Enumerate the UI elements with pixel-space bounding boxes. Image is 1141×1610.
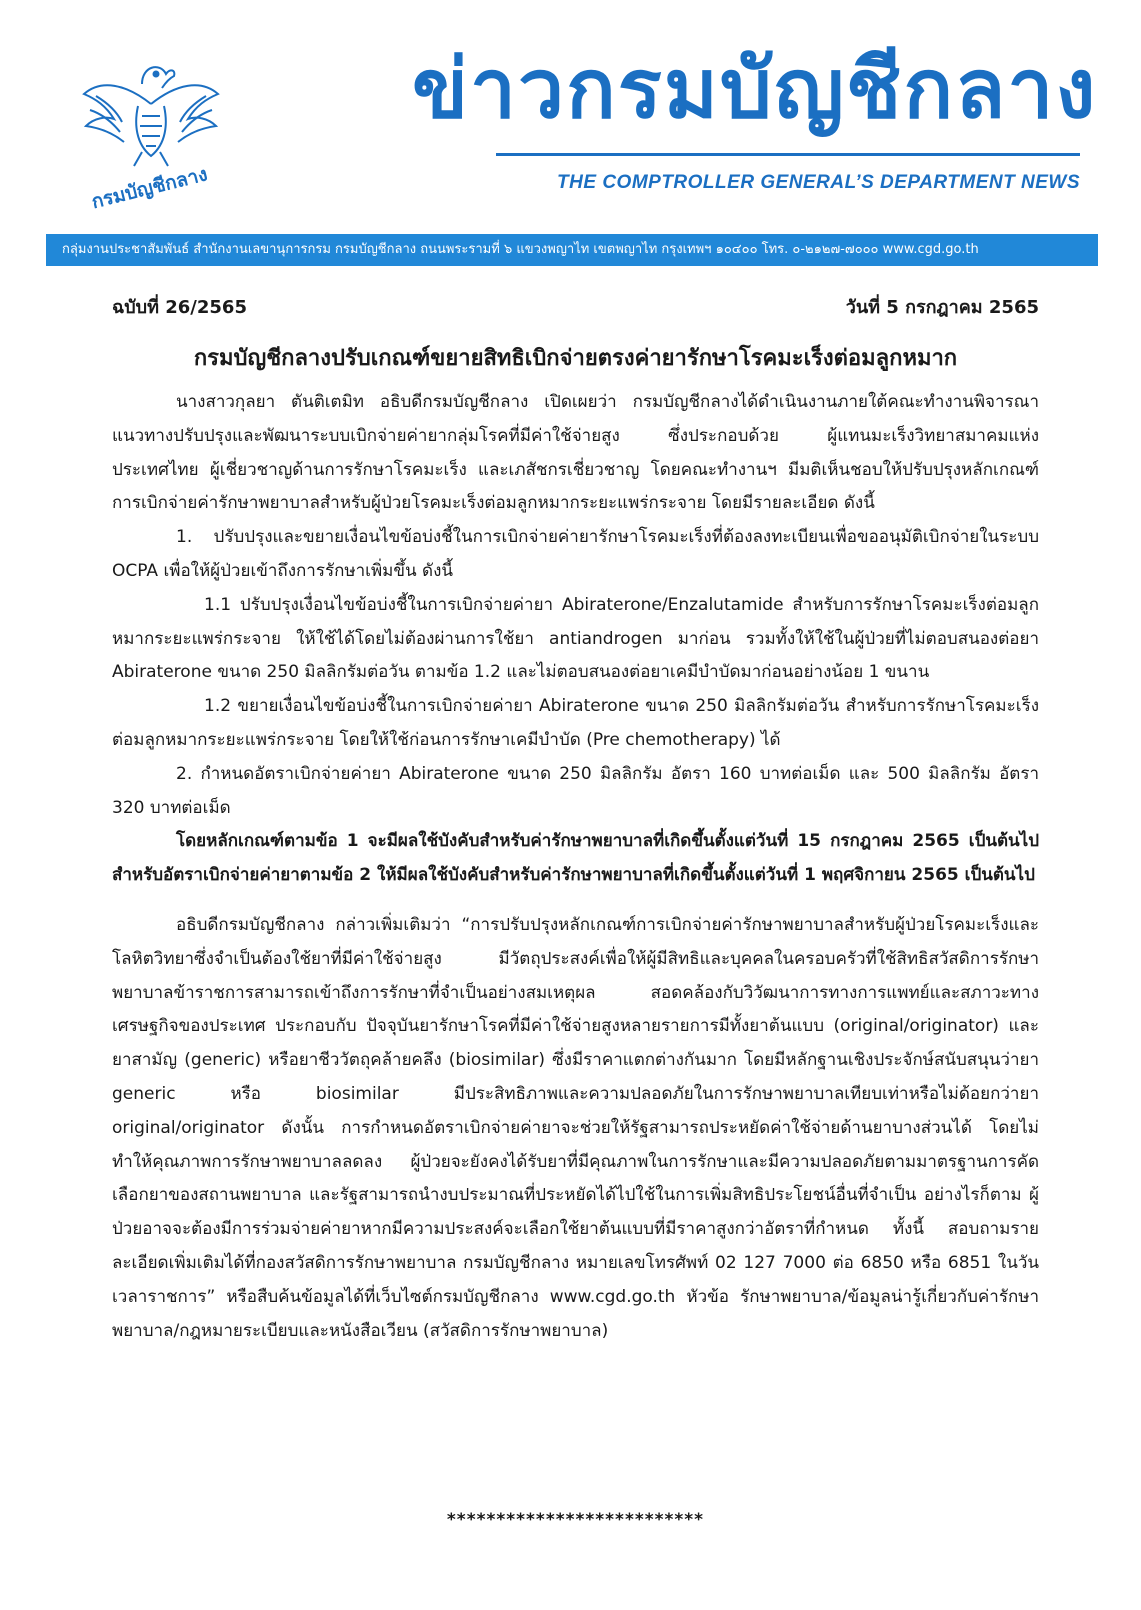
issue-number: ฉบับที่ 26/2565 <box>112 297 247 318</box>
article-body <box>112 386 1039 1348</box>
issue-date: วันที่ 5 กรกฎาคม 2565 <box>845 297 1039 318</box>
garuda-emblem-icon <box>76 44 226 214</box>
masthead-title: ข่าวกรมบัญชีกลาง <box>412 42 1098 137</box>
masthead-subtitle: THE COMPTROLLER GENERAL’S DEPARTMENT NEWS <box>557 172 1080 193</box>
paragraph-item-1-2: 1.2 ขยายเงื่อนไขข้อบ่งชี้ในการเบิกจ่ายค่ายา Abiraterone ขนาด 250 มิลลิกรัมต่อวัน สำหรับการรักษาโรคมะเร็งต่อมลูกหมากระยะแพร่กระจาย โดยให้ใช้ก่อนการรักษาเคมีบำบัด (Pre chemotherapy) ได้ <box>112 696 1039 750</box>
emblem-text: กรมบัญชีกลาง <box>89 163 210 214</box>
headline: กรมบัญชีกลางปรับเกณฑ์ขยายสิทธิเบิกจ่ายตรงค่ายารักษาโรคมะเร็งต่อมลูกหมาก <box>193 346 958 371</box>
end-marker: ************************** <box>446 1510 705 1530</box>
paragraph-intro: นางสาวกุลยา ตันติเตมิท อธิบดีกรมบัญชีกลาง เปิดเผยว่า กรมบัญชีกลางได้ดำเนินงานภายใต้คณะทำงานพิจารณาแนวทางปรับปรุงและพัฒนาระบบเบิกจ่ายค่ายากลุ่มโรคที่มีค่าใช้จ่ายสูง ซึ่งประกอบด้วย ผู้แทนมะเร็งวิทยาสมาคมแห่งประเทศไทย ผู้เชี่ยวชาญด้านการรักษาโรคมะเร็ง และเภสัชกรเชี่ยวชาญ โดยคณะทำงานฯ มีมติเห็นชอบให้ปรับปรุงหลักเกณฑ์การเบิกจ่ายค่ารักษาพยาบาลสำหรับผู้ป่วยโรคมะเร็งต่อมลูกหมากระยะแพร่กระจาย โดยมีรายละเอียด ดังนี้ <box>112 392 1039 514</box>
paragraph-gap <box>112 893 1039 909</box>
paragraph-item-1: 1. ปรับปรุงและขยายเงื่อนไขข้อบ่งชี้ในการเบิกจ่ายค่ายารักษาโรคมะเร็งที่ต้องลงทะเบียนเพื่อขออนุมัติเบิกจ่ายในระบบ OCPA เพื่อให้ผู้ป่วยเข้าถึงการรักษาเพิ่มขึ้น ดังนี้ <box>112 527 1039 581</box>
masthead-divider <box>496 153 1080 156</box>
paragraph-item-2: 2. กำหนดอัตราเบิกจ่ายค่ายา Abiraterone ขนาด 250 มิลลิกรัม อัตรา 160 บาทต่อเม็ด และ 500 มิลลิกรัม อัตรา 320 บาทต่อเม็ด <box>112 763 1039 818</box>
department-emblem <box>76 44 226 214</box>
contact-bar: กลุ่มงานประชาสัมพันธ์ สำนักงานเลขานุการกรม กรมบัญชีกลาง ถนนพระรามที่ ๖ แขวงพญาไท เขตพญาไท กรุงเทพฯ ๑๐๔๐๐ โทร. ๐-๒๑๒๗-๗๐๐๐ www.cgd.go.th <box>46 234 1098 266</box>
paragraph-closing: อธิบดีกรมบัญชีกลาง กล่าวเพิ่มเติมว่า “การปรับปรุงหลักเกณฑ์การเบิกจ่ายค่ารักษาพยาบาลสำหรับผู้ป่วยโรคมะเร็งและโลหิตวิทยาซึ่งจำเป็นต้องใช้ยาที่มีค่าใช้จ่ายสูง มีวัตถุประสงค์เพื่อให้ผู้มีสิทธิและบุคคลในครอบครัวที่ใช้สิทธิสวัสดิการรักษาพยาบาลข้าราชการสามารถเข้าถึงการรักษาที่จำเป็นอย่างสมเหตุผล สอดคล้องกับวิวัฒนาการทางการแพทย์และสภาวะทางเศรษฐกิจของประเทศ ประกอบกับ ปัจจุบันยารักษาโรคที่มีค่าใช้จ่ายสูงหลายรายการมีทั้งยาต้นแบบ (original/originator) และยาสามัญ (generic) หรือยาชีววัตถุคล้ายคลึง (biosimilar) ซึ่งมีราคาแตกต่างกันมาก โดยมีหลักฐานเชิงประจักษ์สนับสนุนว่ายา generic หรือ biosimilar มีประสิทธิภาพและความปลอดภัยในการรักษาพยาบาลเทียบเท่าหรือไม่ด้อยกว่ายา original/originator ดังนั้น การกำหนดอัตราเบิกจ่ายค่ายาจะช่วยให้รัฐสามารถประหยัดค่าใช้จ่ายด้านยาบางส่วนได้ โดยไม่ทำให้คุณภาพการรักษาพยาบาลลดลง ผู้ป่วยจะยังคงได้รับยาที่มีคุณภาพในการรักษาและมีความปลอดภัยตามมาตรฐานการคัดเลือกยาของสถานพยาบาล และรัฐสามารถนำงบประมาณที่ประหยัดได้ไปใช้ในการเพิ่มสิทธิประโยชน์อื่นที่จำเป็น อย่างไรก็ตาม ผู้ป่วยอาจจะต้องมีการร่วมจ่ายค่ายาหากมีความประสงค์จะเลือกใช้ยาต้นแบบที่มีราคาสูงกว่าอัตราที่กำหนด ทั้งนี้ สอบถามรายละเอียดเพิ่มเติมได้ที่กองสวัสดิการรักษาพยาบาล กรมบัญชีกลาง หมายเลขโทรศัพท์ 02 127 7000 ต่อ 6850 หรือ 6851 ในวัน เวลาราชการ” หรือสืบค้นข้อมูลได้ที่เว็บไซต์กรมบัญชีกลาง www.cgd.go.th หัวข้อ รักษาพยาบาล/ข้อมูลน่ารู้เกี่ยวกับค่ารักษาพยาบาล/กฎหมายระเบียบและหนังสือเวียน (สวัสดิการรักษาพยาบาล) <box>112 914 1039 1341</box>
paragraph-item-1-1: 1.1 ปรับปรุงเงื่อนไขข้อบ่งชี้ในการเบิกจ่ายค่ายา Abiraterone/Enzalutamide สำหรับการรักษาโรคมะเร็งต่อมลูกหมากระยะแพร่กระจาย ให้ใช้ได้โดยไม่ต้องผ่านการใช้ยา antiandrogen มาก่อน รวมทั้งให้ใช้ในผู้ป่วยที่ไม่ตอบสนองต่อยา Abiraterone ขนาด 250 มิลลิกรัมต่อวัน ตามข้อ 1.2 และไม่ตอบสนองต่อยาเคมีบำบัดมาก่อนอย่างน้อย 1 ขนาน <box>112 594 1039 683</box>
paragraph-effective-dates: โดยหลักเกณฑ์ตามข้อ 1 จะมีผลใช้บังคับสำหรับค่ารักษาพยาบาลที่เกิดขึ้นตั้งแต่วันที่ 15 กรกฎาคม 2565 เป็นต้นไป สำหรับอัตราเบิกจ่ายค่ายาตามข้อ 2 ให้มีผลใช้บังคับสำหรับค่ารักษาพยาบาลที่เกิดขึ้นตั้งแต่วันที่ 1 พฤศจิกายน 2565 เป็นต้นไป <box>112 831 1039 886</box>
